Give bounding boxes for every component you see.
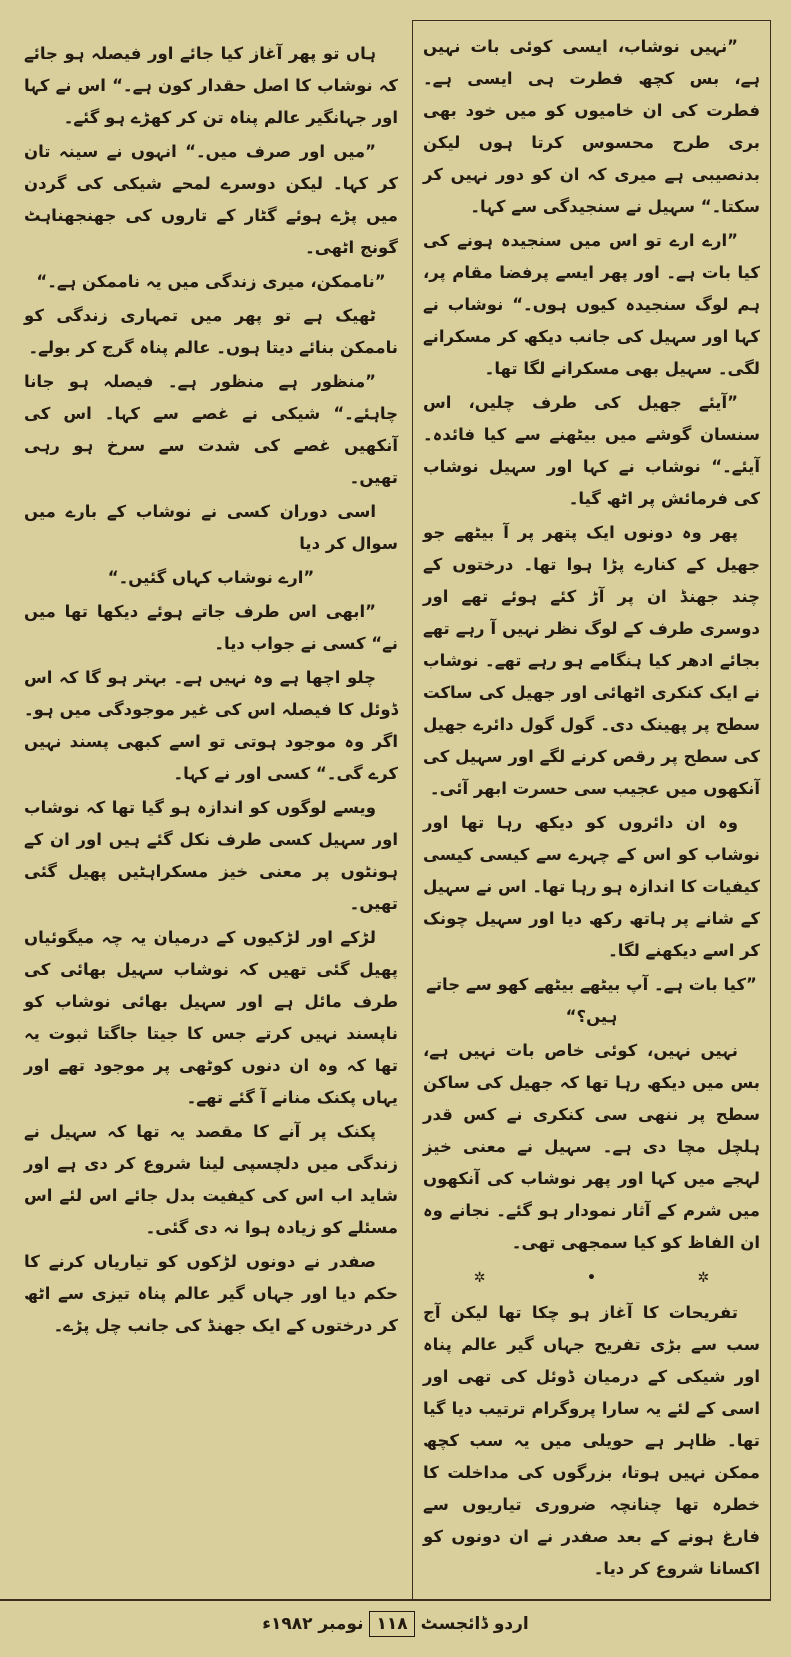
magazine-name: اردو ڈائجسٹ [420, 1613, 529, 1634]
page-footer [0, 1601, 791, 1657]
paragraph: پھر وہ دونوں ایک پتھر پر آ بیٹھے جو جھیل کے کنارے پڑا ہوا تھا۔ درختوں کے چند جھنڈ ان پر آڑ کئے ہوئے تھے اور دوسری طرف کے لوگ نظر نہیں آ رہے تھے بجائے ادھر کیا ہنگامے ہو رہے تھے۔ نوشاب نے ایک کنکری اٹھائی اور جھیل کی ساکت سطح پر پھینک دی۔ گول گول دائرے جھیل کی سطح پر رقص کرنے لگے اور سہیل کی آنکھوں میں عجیب سی حسرت ابھر آئی۔ [423, 523, 760, 798]
issue-date: نومبر ۱۹۸۲ء [262, 1613, 364, 1634]
paragraph: ”ابھی اس طرف جاتے ہوئے دیکھا تھا میں نے“ کسی نے جواب دیا۔ [24, 602, 398, 653]
paragraph: ”کیا بات ہے۔ آپ بیٹھے بیٹھے کھو سے جاتے ہیں؟“ [426, 975, 757, 1026]
right-column [412, 20, 771, 1599]
paragraph: ”میں اور صرف میں۔“ انہوں نے سینہ تان کر کہا۔ لیکن دوسرے لمحے شیکی کی گردن میں پڑے ہوئے گٹار کے تاروں کی جھنجھناہٹ گونج اٹھی۔ [24, 142, 398, 257]
paragraph: ”ارے نوشاب کہاں گئیں۔“ [107, 568, 315, 587]
paragraph: ہاں تو پھر آغاز کیا جائے اور فیصلہ ہو جائے کہ نوشاب کا اصل حقدار کون ہے۔“ اس نے کہا اور جہانگیر عالم پناہ تن کر کھڑے ہو گئے۔ [24, 44, 398, 127]
dot-ornament-icon: • [587, 1270, 596, 1286]
paragraph: لڑکے اور لڑکیوں کے درمیان یہ چہ میگوئیاں پھیل گئی تھیں کہ نوشاب سہیل بھائی کی طرف مائل ہے اور سہیل بھائی نوشاب کو ناپسند نہیں کرتے جس کا جیتا جاگتا ثبوت یہ تھا کہ وہ ان دنوں کوٹھی پر موجود تھے اور یہاں پکنک منانے آ گئے تھے۔ [24, 928, 398, 1107]
paragraph: ٹھیک ہے تو پھر میں تمہاری زندگی کو ناممکن بنائے دیتا ہوں۔ عالم پناہ گرج کر بولے۔ [24, 306, 398, 357]
paragraph: ”ناممکن، میری زندگی میں یہ ناممکن ہے۔“ [36, 272, 386, 291]
paragraph: چلو اچھا ہے وہ نہیں ہے۔ بہتر ہو گا کہ اس ڈوئل کا فیصلہ اس کی غیر موجودگی میں ہو۔ اگر وہ موجود ہوتی تو اسے کبھی پسند نہیں کرے گی۔“ کسی اور نے کہا۔ [24, 668, 398, 783]
paragraph: تفریحات کا آغاز ہو چکا تھا لیکن آج سب سے بڑی تفریح جہاں گیر عالم پناہ اور شیکی کے درمیان ڈوئل کی تھی اور اسی کے لئے یہ سارا پروگرام ترتیب دیا گیا تھا۔ ظاہر ہے حویلی میں یہ سب کچھ ممکن نہیں ہوتا، بزرگوں کی مداخلت کا خطرہ تھا چنانچہ ضروری تیاریوں سے فارغ ہونے کے بعد صفدر نے ان دونوں کو اکسانا شروع کر دیا۔ [423, 1303, 760, 1578]
paragraph: پکنک پر آنے کا مقصد یہ تھا کہ سہیل نے زندگی میں دلچسپی لینا شروع کر دی ہے اور شاید اب اس کی کیفیت بدل جائے اس لئے اس مسئلے کو زیادہ ہوا نہ دی گئی۔ [24, 1122, 398, 1237]
paragraph: اسی دوران کسی نے نوشاب کے بارے میں سوال کر دیا [24, 502, 398, 553]
page-number: ۱۱۸ [369, 1611, 414, 1637]
star-ornament-icon: ✲ [697, 1270, 710, 1286]
paragraph: ”ارے ارے تو اس میں سنجیدہ ہونے کی کیا بات ہے۔ اور پھر ایسے پرفضا مقام پر، ہم لوگ سنجیدہ کیوں ہوں۔“ نوشاب نے کہا اور سہیل کی جانب دیکھ کر مسکرانے لگی۔ سہیل بھی مسکرانے لگا تھا۔ [423, 231, 760, 378]
paragraph: ”آیئے جھیل کی طرف چلیں، اس سنسان گوشے میں بیٹھنے سے کیا فائدہ۔ آیئے۔“ نوشاب نے کہا اور سہیل نوشاب کی فرمائش پر اٹھ گیا۔ [423, 393, 760, 508]
section-separator [423, 1265, 760, 1291]
paragraph: نہیں نہیں، کوئی خاص بات نہیں ہے، بس میں دیکھ رہا تھا کہ جھیل کی ساکن سطح پر ننھی سی کنکری نے کس قدر ہلچل مچا دی ہے۔ سہیل نے معنی خیز لہجے میں کہا اور پھر نوشاب کی آنکھوں میں شرم کے آثار نمودار ہو گئے۔ نجانے وہ ان الفاظ کو کیا سمجھی تھی۔ [423, 1041, 760, 1252]
paragraph: ”نہیں نوشاب، ایسی کوئی بات نہیں ہے، بس کچھ فطرت ہی ایسی ہے۔ فطرت کی ان خامیوں کو میں خود بھی بری طرح محسوس کرتا ہوں لیکن بدنصیبی ہے میری کہ ان کو دور نہیں کر سکتا۔“ سہیل نے سنجیدگی سے کہا۔ [423, 37, 760, 216]
paragraph: ”منظور ہے منظور ہے۔ فیصلہ ہو جانا چاہئے۔“ شیکی نے غصے سے کہا۔ اس کی آنکھیں غصے کی شدت سے سرخ ہو رہی تھیں۔ [24, 372, 398, 487]
paragraph: وہ ان دائروں کو دیکھ رہا تھا اور نوشاب کو اس کے چہرے سے کیسی کیسی کیفیات کا اندازہ ہو رہا تھا۔ اس نے سہیل کے شانے پر ہاتھ رکھ دیا اور سہیل چونک کر اسے دیکھنے لگا۔ [423, 813, 760, 960]
paragraph: ویسے لوگوں کو اندازہ ہو گیا تھا کہ نوشاب اور سہیل کسی طرف نکل گئے ہیں اور ان کے ہونٹوں پر معنی خیز مسکراہٹیں پھیل گئی تھیں۔ [24, 798, 398, 913]
paragraph: صفدر نے دونوں لڑکوں کو تیاریاں کرنے کا حکم دیا اور جہاں گیر عالم پناہ تیزی سے اٹھ کر درختوں کے ایک جھنڈ کی جانب چل پڑے۔ [24, 1252, 398, 1335]
star-ornament-icon: ✲ [473, 1270, 486, 1286]
left-column [0, 20, 412, 1599]
